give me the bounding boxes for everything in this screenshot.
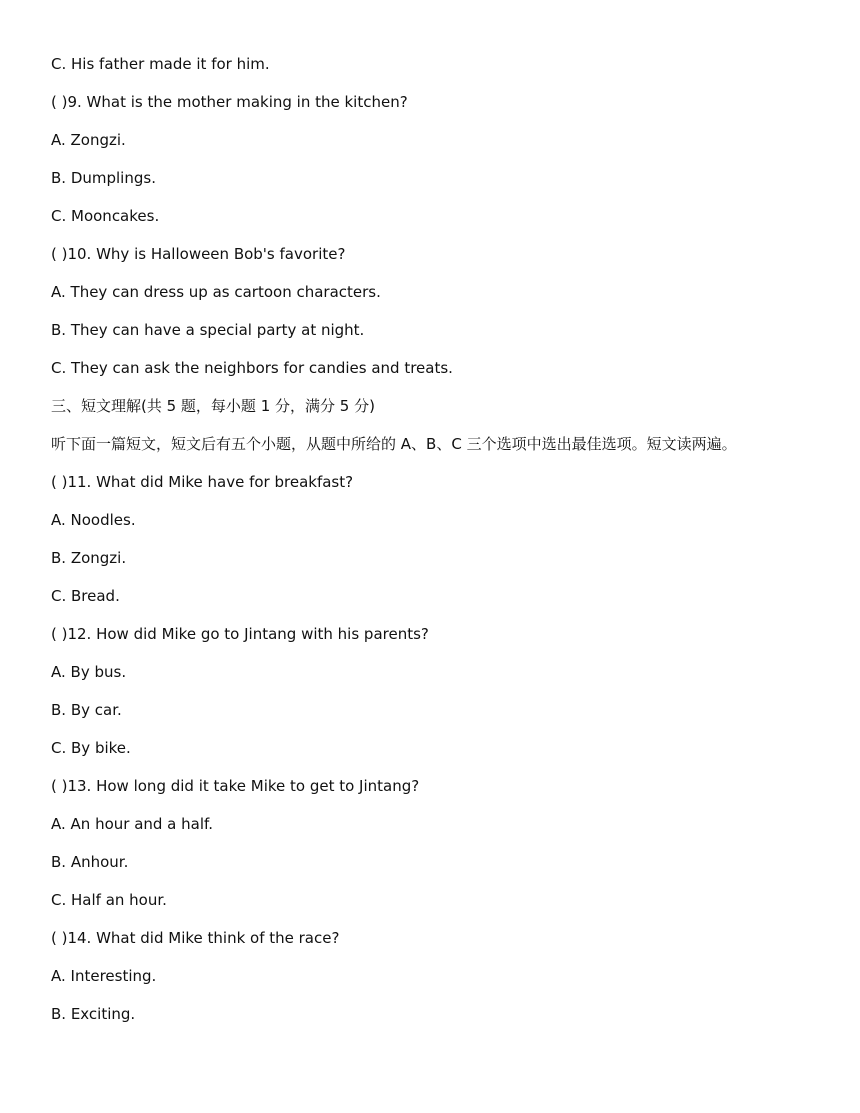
- question-line: ( )12. How did Mike go to Jintang with his parents?: [51, 625, 429, 643]
- option-line: A. By bus.: [51, 663, 127, 681]
- section-instruction: 听下面一篇短文，短文后有五个小题，从题中所给的 A、B、C 三个选项中选出最佳选项。短文读两遍。: [51, 435, 737, 453]
- option-line: B. Zongzi.: [51, 549, 127, 567]
- option-line: C. Mooncakes.: [51, 207, 160, 225]
- question-line: ( )11. What did Mike have for breakfast?: [51, 473, 354, 491]
- option-line: A. They can dress up as cartoon characters.: [51, 283, 381, 301]
- option-line: A. Zongzi.: [51, 131, 126, 149]
- option-line: B. Anhour.: [51, 853, 129, 871]
- option-line: A. Interesting.: [51, 967, 157, 985]
- option-line: B. They can have a special party at night.: [51, 321, 365, 339]
- option-line: C. His father made it for him.: [51, 55, 270, 73]
- option-line: C. Bread.: [51, 587, 120, 605]
- option-line: B. Dumplings.: [51, 169, 156, 187]
- question-line: ( )13. How long did it take Mike to get to Jintang?: [51, 777, 420, 795]
- option-line: A. Noodles.: [51, 511, 136, 529]
- question-line: ( )9. What is the mother making in the kitchen?: [51, 93, 408, 111]
- option-line: C. They can ask the neighbors for candies and treats.: [51, 359, 453, 377]
- section-heading: 三、短文理解(共 5 题，每小题 1 分，满分 5 分): [51, 397, 375, 415]
- question-line: ( )14. What did Mike think of the race?: [51, 929, 340, 947]
- document-body: [51, 54, 831, 1042]
- option-line: A. An hour and a half.: [51, 815, 213, 833]
- option-line: B. Exciting.: [51, 1005, 136, 1023]
- option-line: C. By bike.: [51, 739, 131, 757]
- option-line: C. Half an hour.: [51, 891, 167, 909]
- option-line: B. By car.: [51, 701, 122, 719]
- question-line: ( )10. Why is Halloween Bob's favorite?: [51, 245, 346, 263]
